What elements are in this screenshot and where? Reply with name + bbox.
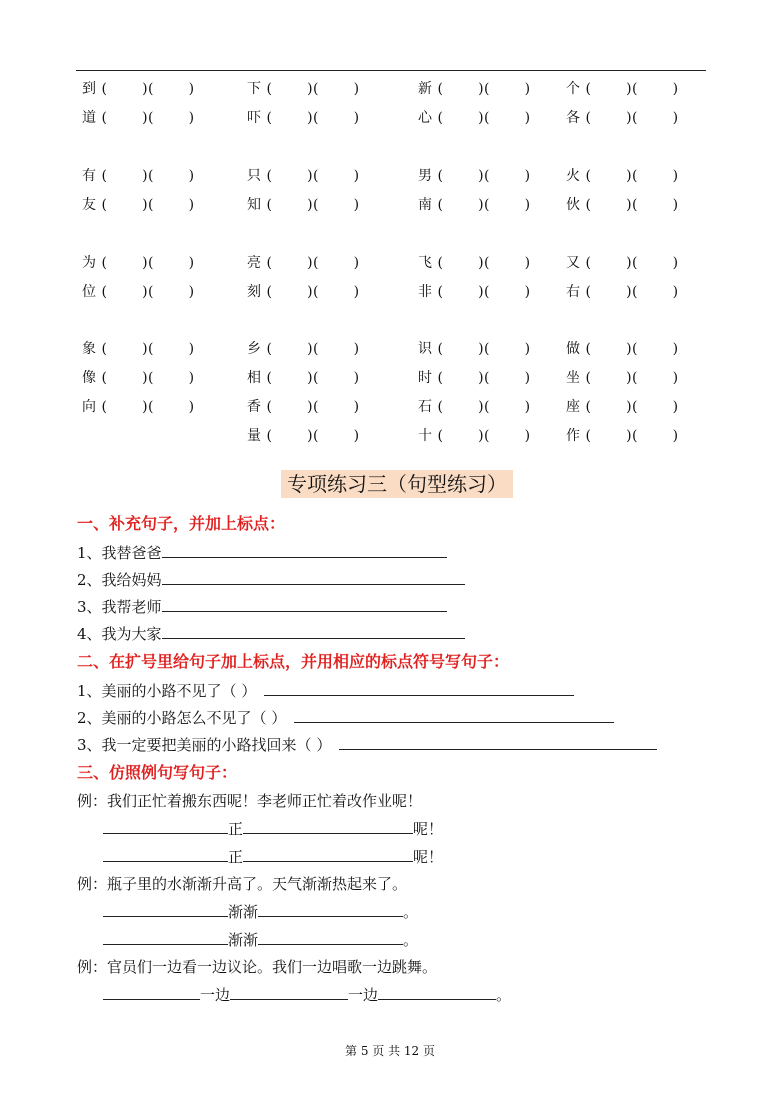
s1-answer-4[interactable] xyxy=(162,622,465,639)
char-cell: 象 ( )( ) xyxy=(82,341,195,357)
char-cell: 吓 ( )( ) xyxy=(247,110,360,126)
s1-item-4-text: 4、我为大家 xyxy=(77,625,162,643)
s2-answer-3[interactable] xyxy=(339,733,657,750)
char-cell: 向 ( )( ) xyxy=(82,399,195,415)
ex2-end: 。 xyxy=(403,903,419,921)
char-cell: 有 ( )( ) xyxy=(82,168,195,184)
char-cell: 道 ( )( ) xyxy=(82,110,195,126)
char-cell: 只 ( )( ) xyxy=(247,168,360,184)
ex2-blank-d[interactable] xyxy=(258,928,403,945)
ex1-practice-2 xyxy=(103,845,443,868)
char-cell: 非 ( )( ) xyxy=(418,284,531,300)
char-cell: 十 ( )( ) xyxy=(418,428,531,444)
char-cell: 男 ( )( ) xyxy=(418,168,531,184)
s1-item-4 xyxy=(77,622,465,645)
char-cell: 心 ( )( ) xyxy=(418,110,531,126)
s1-item-3-text: 3、我帮老师 xyxy=(77,598,162,616)
s2-item-3 xyxy=(77,733,657,756)
s2-item-3-text: 3、我一定要把美丽的小路找回来（ ） xyxy=(77,736,332,754)
page-title: 专项练习三（句型练习） xyxy=(281,470,513,498)
ex1-blank-d[interactable] xyxy=(243,845,413,862)
ex1-end: 呢！ xyxy=(413,820,444,838)
ex3-blank-b[interactable] xyxy=(230,983,348,1000)
ex1-blank-a[interactable] xyxy=(103,817,228,834)
ex3-blank-a[interactable] xyxy=(103,983,200,1000)
s1-item-2 xyxy=(77,568,465,591)
char-cell: 香 ( )( ) xyxy=(247,399,360,415)
ex3-practice-1 xyxy=(103,983,511,1006)
ex2-blank-b[interactable] xyxy=(258,900,403,917)
char-cell: 作 ( )( ) xyxy=(566,428,679,444)
char-cell: 到 ( )( ) xyxy=(82,81,195,97)
top-rule xyxy=(76,70,706,71)
ex2-practice-1 xyxy=(103,900,418,923)
s2-item-2 xyxy=(77,706,614,729)
page-footer: 第 5 页 共 12 页 xyxy=(345,1044,435,1058)
ex1-mid-2: 正 xyxy=(228,848,244,866)
s1-item-1-text: 1、我替爸爸 xyxy=(77,544,162,562)
char-cell: 火 ( )( ) xyxy=(566,168,679,184)
s1-answer-1[interactable] xyxy=(162,541,447,558)
char-cell: 亮 ( )( ) xyxy=(247,255,360,271)
char-cell: 识 ( )( ) xyxy=(418,341,531,357)
example-1: 例：我们正忙着搬东西呢！李老师正忙着改作业呢！ xyxy=(77,792,423,810)
ex3-mid: 一边 xyxy=(200,986,231,1004)
char-cell: 像 ( )( ) xyxy=(82,370,195,386)
char-cell: 右 ( )( ) xyxy=(566,284,679,300)
ex1-blank-c[interactable] xyxy=(103,845,228,862)
char-cell: 新 ( )( ) xyxy=(418,81,531,97)
ex3-blank-c[interactable] xyxy=(378,983,496,1000)
char-cell: 座 ( )( ) xyxy=(566,399,679,415)
section1-heading: 一、补充句子，并加上标点： xyxy=(77,514,286,533)
char-cell: 坐 ( )( ) xyxy=(566,370,679,386)
char-cell: 刻 ( )( ) xyxy=(247,284,360,300)
char-cell: 飞 ( )( ) xyxy=(418,255,531,271)
ex1-end-2: 呢！ xyxy=(413,848,444,866)
char-cell: 量 ( )( ) xyxy=(247,428,360,444)
char-cell: 时 ( )( ) xyxy=(418,370,531,386)
char-cell: 做 ( )( ) xyxy=(566,341,679,357)
ex2-practice-2 xyxy=(103,928,418,951)
char-cell: 各 ( )( ) xyxy=(566,110,679,126)
s1-answer-3[interactable] xyxy=(162,595,447,612)
char-cell: 个 ( )( ) xyxy=(566,81,679,97)
s1-item-1 xyxy=(77,541,447,564)
char-cell: 位 ( )( ) xyxy=(82,284,195,300)
example-3: 例：官员们一边看一边议论。我们一边唱歌一边跳舞。 xyxy=(77,958,438,976)
section2-heading: 二、在扩号里给句子加上标点，并用相应的标点符号写句子： xyxy=(77,652,510,671)
ex2-mid: 渐渐 xyxy=(228,903,259,921)
ex2-blank-c[interactable] xyxy=(103,928,228,945)
ex1-blank-b[interactable] xyxy=(243,817,413,834)
ex2-blank-a[interactable] xyxy=(103,900,228,917)
section3-heading: 三、仿照例句写句子： xyxy=(77,763,238,782)
example-2: 例：瓶子里的水渐渐升高了。天气渐渐热起来了。 xyxy=(77,875,408,893)
ex1-practice-1 xyxy=(103,817,443,840)
s2-answer-2[interactable] xyxy=(294,706,614,723)
s2-item-1-text: 1、美丽的小路不见了（ ） xyxy=(77,682,257,700)
s1-answer-2[interactable] xyxy=(162,568,465,585)
char-cell: 又 ( )( ) xyxy=(566,255,679,271)
s1-item-2-text: 2、我给妈妈 xyxy=(77,571,162,589)
char-cell: 伙 ( )( ) xyxy=(566,197,679,213)
char-cell: 相 ( )( ) xyxy=(247,370,360,386)
char-cell: 下 ( )( ) xyxy=(247,81,360,97)
ex3-end: 。 xyxy=(496,986,512,1004)
s2-item-1 xyxy=(77,679,574,702)
s2-item-2-text: 2、美丽的小路怎么不见了（ ） xyxy=(77,709,287,727)
char-cell: 为 ( )( ) xyxy=(82,255,195,271)
char-cell: 知 ( )( ) xyxy=(247,197,360,213)
ex1-mid: 正 xyxy=(228,820,244,838)
char-cell: 南 ( )( ) xyxy=(418,197,531,213)
s1-item-3 xyxy=(77,595,447,618)
ex3-mid-2: 一边 xyxy=(348,986,379,1004)
char-cell: 乡 ( )( ) xyxy=(247,341,360,357)
char-cell: 友 ( )( ) xyxy=(82,197,195,213)
ex2-mid-2: 渐渐 xyxy=(228,931,259,949)
char-cell: 石 ( )( ) xyxy=(418,399,531,415)
ex2-end-2: 。 xyxy=(403,931,419,949)
s2-answer-1[interactable] xyxy=(264,679,574,696)
